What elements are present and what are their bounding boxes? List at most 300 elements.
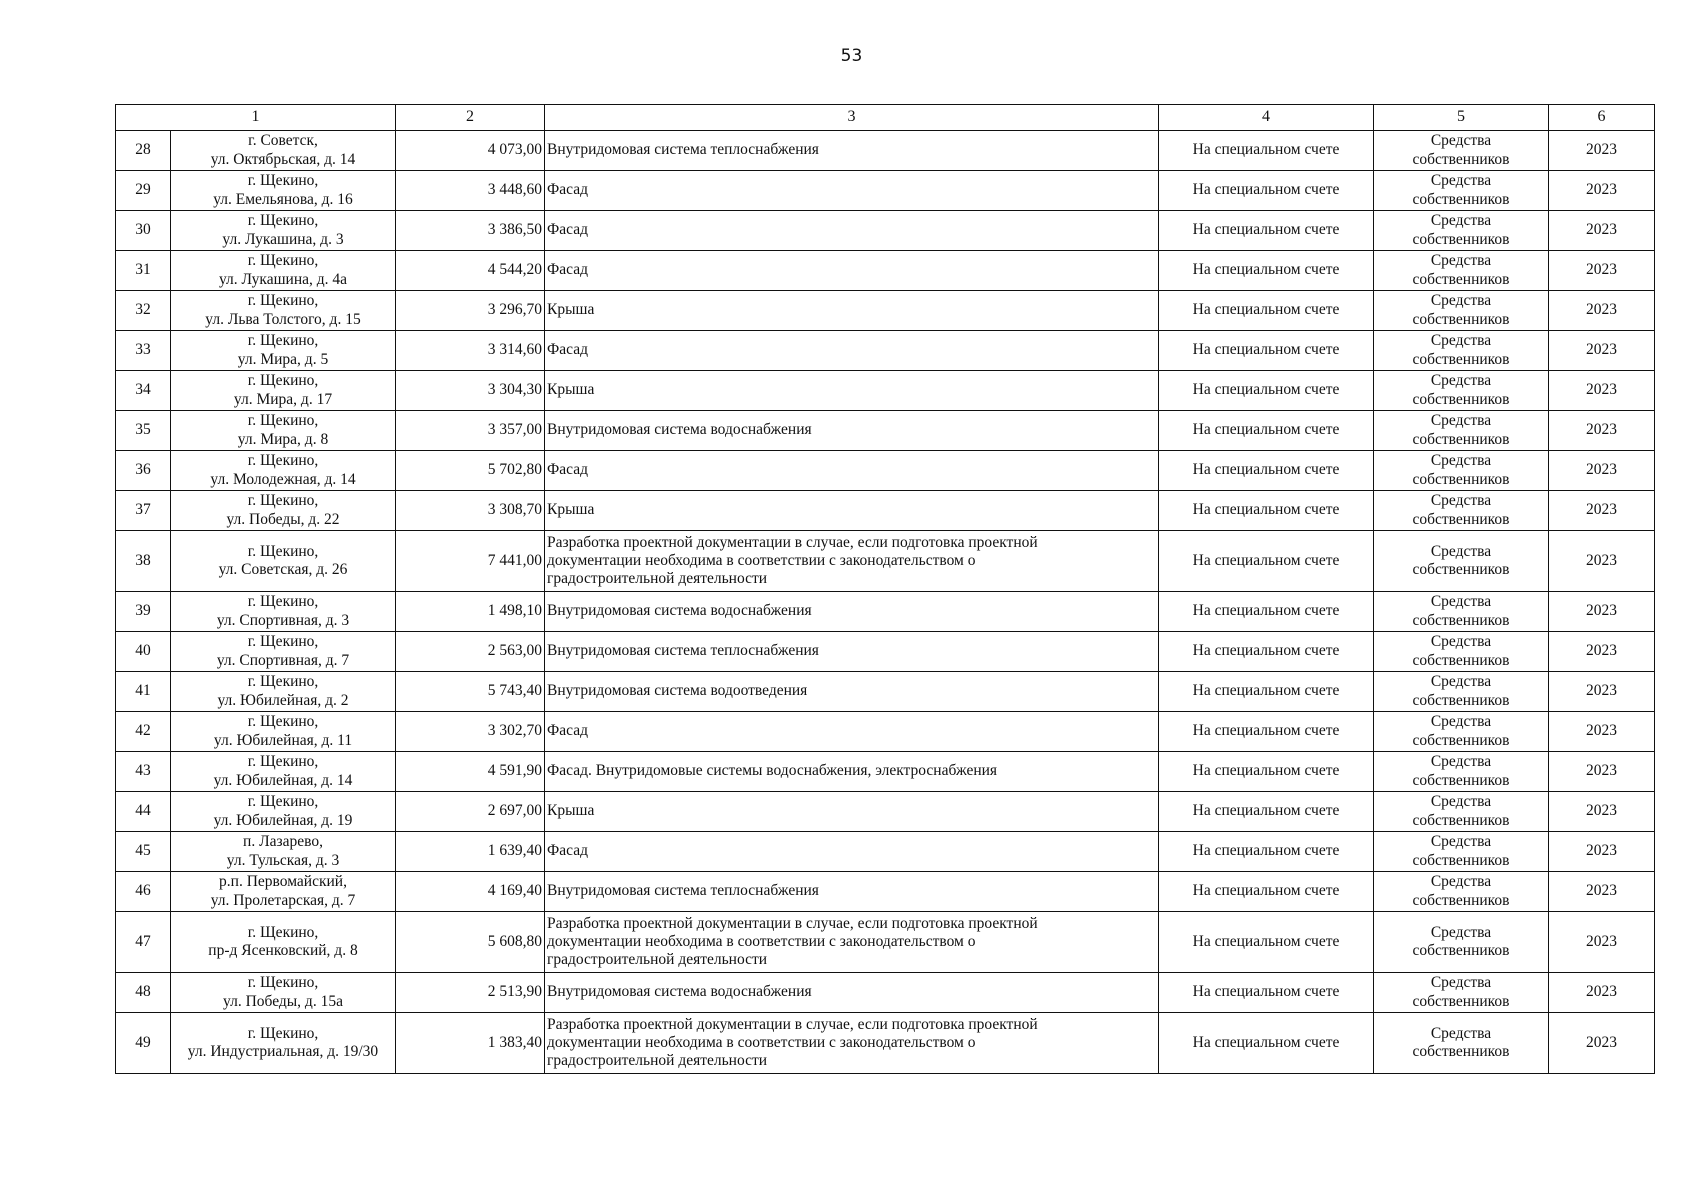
funding-source-cell (1374, 531, 1549, 592)
address-city: р.п. Первомайский, (219, 873, 347, 891)
funding-source-line: собственников (1412, 390, 1510, 408)
funding-source-line: собственников (1412, 1043, 1510, 1060)
year-cell: 2023 (1549, 171, 1655, 211)
address-street: ул. Октябрьская, д. 14 (210, 150, 356, 168)
cost-cell: 4 544,20 (396, 251, 545, 291)
address-cell (171, 131, 396, 171)
account-cell: На специальном счете (1159, 1013, 1374, 1074)
funding-source-line: Средства (1430, 593, 1492, 611)
header-col-1: 1 (116, 105, 396, 131)
address-city: г. Щекино, (247, 332, 319, 350)
funding-source-line: Средства (1430, 452, 1492, 470)
work-type-line: Фасад (547, 461, 588, 479)
address-street: пр-д Ясенковский, д. 8 (208, 942, 358, 959)
work-type-cell (545, 291, 1159, 331)
funding-source-cell (1374, 371, 1549, 411)
funding-source-cell (1374, 171, 1549, 211)
funding-source-line: собственников (1412, 851, 1510, 869)
funding-source-line: собственников (1412, 310, 1510, 328)
row-number-cell: 35 (116, 411, 171, 451)
funding-source-cell (1374, 291, 1549, 331)
address-city: г. Щекино, (247, 172, 319, 190)
address-city: г. Щекино, (247, 593, 319, 611)
work-type-cell (545, 1013, 1159, 1074)
cost-cell: 1 639,40 (396, 832, 545, 872)
table-row (116, 531, 1655, 592)
account-cell: На специальном счете (1159, 973, 1374, 1013)
address-street: ул. Пролетарская, д. 7 (210, 891, 356, 909)
address-street: ул. Лукашина, д. 3 (222, 230, 344, 248)
work-type-line: Внутридомовая система теплоснабжения (547, 642, 819, 660)
account-cell: На специальном счете (1159, 531, 1374, 592)
funding-source-cell (1374, 712, 1549, 752)
row-number-cell: 30 (116, 211, 171, 251)
funding-source-line: собственников (1412, 510, 1510, 528)
work-type-cell (545, 131, 1159, 171)
funding-source-line: Средства (1430, 542, 1492, 560)
table-row (116, 832, 1655, 872)
table-row (116, 592, 1655, 632)
page-number: 53 (840, 46, 863, 66)
row-number-cell: 32 (116, 291, 171, 331)
funding-source-cell (1374, 491, 1549, 531)
account-cell: На специальном счете (1159, 672, 1374, 712)
address-cell (171, 632, 396, 672)
work-type-line: градостроительной деятельности (547, 570, 768, 588)
funding-source-line: собственников (1412, 470, 1510, 488)
capital-repair-table (115, 104, 1655, 1074)
funding-source-cell (1374, 912, 1549, 973)
cost-cell: 5 702,80 (396, 451, 545, 491)
cost-cell: 3 308,70 (396, 491, 545, 531)
work-type-cell (545, 872, 1159, 912)
table-row (116, 912, 1655, 973)
funding-source-cell (1374, 451, 1549, 491)
header-col-5: 5 (1374, 105, 1549, 131)
address-cell (171, 712, 396, 752)
address-street: ул. Юбилейная, д. 2 (217, 691, 349, 709)
funding-source-line: собственников (1412, 942, 1510, 959)
address-cell (171, 411, 396, 451)
year-cell: 2023 (1549, 451, 1655, 491)
work-type-cell (545, 592, 1159, 632)
address-city: г. Щекино, (247, 753, 319, 771)
cost-cell: 5 743,40 (396, 672, 545, 712)
address-city: г. Щекино, (247, 212, 319, 230)
account-cell: На специальном счете (1159, 712, 1374, 752)
work-type-cell (545, 331, 1159, 371)
table-row (116, 411, 1655, 451)
funding-source-line: Средства (1430, 492, 1492, 510)
work-type-cell (545, 712, 1159, 752)
cost-cell: 2 513,90 (396, 973, 545, 1013)
cost-cell: 2 563,00 (396, 632, 545, 672)
work-type-cell (545, 752, 1159, 792)
year-cell: 2023 (1549, 491, 1655, 531)
funding-source-line: Средства (1430, 793, 1492, 811)
work-type-cell (545, 491, 1159, 531)
address-street: ул. Юбилейная, д. 19 (213, 811, 353, 829)
address-cell (171, 872, 396, 912)
account-cell: На специальном счете (1159, 872, 1374, 912)
address-city: г. Щекино, (247, 292, 319, 310)
address-cell (171, 752, 396, 792)
account-cell: На специальном счете (1159, 171, 1374, 211)
row-number-cell: 46 (116, 872, 171, 912)
row-number-cell: 36 (116, 451, 171, 491)
address-city: г. Щекино, (247, 923, 319, 941)
cost-cell: 7 441,00 (396, 531, 545, 592)
header-col-2: 2 (396, 105, 545, 131)
funding-source-cell (1374, 832, 1549, 872)
address-street: ул. Мира, д. 17 (233, 390, 333, 408)
address-street: ул. Индустриальная, д. 19/30 (187, 1043, 379, 1060)
address-cell (171, 792, 396, 832)
address-cell (171, 171, 396, 211)
funding-source-line: Средства (1430, 633, 1492, 651)
work-type-line: градостроительной деятельности (547, 951, 768, 969)
funding-source-line: Средства (1430, 974, 1492, 992)
funding-source-line: Средства (1430, 252, 1492, 270)
work-type-line: Крыша (547, 501, 595, 519)
work-type-cell (545, 211, 1159, 251)
work-type-cell (545, 973, 1159, 1013)
table-row (116, 131, 1655, 171)
address-city: г. Щекино, (247, 633, 319, 651)
address-city: г. Щекино, (247, 252, 319, 270)
funding-source-line: собственников (1412, 731, 1510, 749)
work-type-line: Внутридомовая система водоотведения (547, 682, 808, 700)
table-row (116, 211, 1655, 251)
address-city: г. Щекино, (247, 452, 319, 470)
address-cell (171, 451, 396, 491)
year-cell: 2023 (1549, 331, 1655, 371)
cost-cell: 4 169,40 (396, 872, 545, 912)
table-row (116, 251, 1655, 291)
year-cell: 2023 (1549, 672, 1655, 712)
address-city: г. Щекино, (247, 372, 319, 390)
work-type-line: Внутридомовая система водоснабжения (547, 421, 812, 439)
row-number-cell: 38 (116, 531, 171, 592)
funding-source-line: собственников (1412, 430, 1510, 448)
funding-source-line: собственников (1412, 771, 1510, 789)
address-cell (171, 672, 396, 712)
work-type-line: документации необходима в соответствии с законодательством о (547, 932, 976, 950)
work-type-line: документации необходима в соответствии с законодательством о (547, 1033, 976, 1051)
year-cell: 2023 (1549, 792, 1655, 832)
funding-source-cell (1374, 331, 1549, 371)
funding-source-line: собственников (1412, 561, 1510, 578)
account-cell: На специальном счете (1159, 331, 1374, 371)
cost-cell: 1 383,40 (396, 1013, 545, 1074)
cost-cell: 3 448,60 (396, 171, 545, 211)
address-street: ул. Спортивная, д. 3 (216, 611, 350, 629)
work-type-cell (545, 251, 1159, 291)
row-number-cell: 41 (116, 672, 171, 712)
year-cell: 2023 (1549, 912, 1655, 973)
work-type-cell (545, 792, 1159, 832)
year-cell: 2023 (1549, 291, 1655, 331)
funding-source-line: Средства (1430, 873, 1492, 891)
cost-cell: 3 357,00 (396, 411, 545, 451)
work-type-line: градостроительной деятельности (547, 1052, 768, 1070)
work-type-cell (545, 531, 1159, 592)
funding-source-line: собственников (1412, 270, 1510, 288)
row-number-cell: 49 (116, 1013, 171, 1074)
address-street: ул. Льва Толстого, д. 15 (205, 310, 361, 328)
funding-source-line: собственников (1412, 350, 1510, 368)
address-cell (171, 912, 396, 973)
address-cell (171, 371, 396, 411)
table-row (116, 291, 1655, 331)
funding-source-line: Средства (1430, 833, 1492, 851)
row-number-cell: 43 (116, 752, 171, 792)
row-number-cell: 31 (116, 251, 171, 291)
funding-source-line: Средства (1430, 713, 1492, 731)
address-street: ул. Спортивная, д. 7 (216, 651, 350, 669)
funding-source-line: собственников (1412, 611, 1510, 629)
work-type-line: документации необходима в соответствии с законодательством о (547, 551, 976, 569)
address-cell (171, 211, 396, 251)
account-cell: На специальном счете (1159, 291, 1374, 331)
address-street: ул. Мира, д. 8 (237, 430, 329, 448)
work-type-cell (545, 912, 1159, 973)
year-cell: 2023 (1549, 632, 1655, 672)
address-cell (171, 251, 396, 291)
address-street: ул. Молодежная, д. 14 (210, 470, 356, 488)
funding-source-line: собственников (1412, 651, 1510, 669)
work-type-line: Крыша (547, 802, 595, 820)
account-cell: На специальном счете (1159, 371, 1374, 411)
work-type-line: Крыша (547, 301, 595, 319)
funding-source-line: Средства (1430, 923, 1492, 941)
row-number-cell: 47 (116, 912, 171, 973)
table-row (116, 371, 1655, 411)
address-cell (171, 331, 396, 371)
work-type-line: Внутридомовая система теплоснабжения (547, 141, 819, 159)
cost-cell: 3 314,60 (396, 331, 545, 371)
header-col-3: 3 (545, 105, 1159, 131)
address-street: ул. Тульская, д. 3 (226, 851, 340, 869)
account-cell: На специальном счете (1159, 792, 1374, 832)
address-cell (171, 291, 396, 331)
funding-source-cell (1374, 211, 1549, 251)
work-type-line: Разработка проектной документации в случае, если подготовка проектной (547, 914, 1038, 932)
year-cell: 2023 (1549, 131, 1655, 171)
address-city: г. Щекино, (247, 492, 319, 510)
row-number-cell: 34 (116, 371, 171, 411)
row-number-cell: 40 (116, 632, 171, 672)
table-row (116, 672, 1655, 712)
year-cell: 2023 (1549, 973, 1655, 1013)
address-city: г. Щекино, (247, 542, 319, 560)
work-type-cell (545, 672, 1159, 712)
funding-source-line: собственников (1412, 150, 1510, 168)
row-number-cell: 29 (116, 171, 171, 211)
work-type-line: Фасад (547, 341, 588, 359)
table-row (116, 792, 1655, 832)
funding-source-cell (1374, 592, 1549, 632)
year-cell: 2023 (1549, 251, 1655, 291)
year-cell: 2023 (1549, 371, 1655, 411)
funding-source-line: собственников (1412, 230, 1510, 248)
year-cell: 2023 (1549, 211, 1655, 251)
row-number-cell: 48 (116, 973, 171, 1013)
header-col-4: 4 (1159, 105, 1374, 131)
work-type-line: Разработка проектной документации в случае, если подготовка проектной (547, 533, 1038, 551)
table-body (116, 131, 1655, 1074)
cost-cell: 2 697,00 (396, 792, 545, 832)
funding-source-line: собственников (1412, 691, 1510, 709)
work-type-cell (545, 171, 1159, 211)
table-row (116, 973, 1655, 1013)
account-cell: На специальном счете (1159, 211, 1374, 251)
funding-source-line: Средства (1430, 1024, 1492, 1042)
account-cell: На специальном счете (1159, 451, 1374, 491)
work-type-cell (545, 632, 1159, 672)
funding-source-cell (1374, 792, 1549, 832)
table-row (116, 872, 1655, 912)
funding-source-line: Средства (1430, 372, 1492, 390)
year-cell: 2023 (1549, 592, 1655, 632)
address-street: ул. Юбилейная, д. 11 (213, 731, 353, 749)
table-row (116, 331, 1655, 371)
funding-source-cell (1374, 632, 1549, 672)
year-cell: 2023 (1549, 752, 1655, 792)
account-cell: На специальном счете (1159, 131, 1374, 171)
cost-cell: 1 498,10 (396, 592, 545, 632)
address-street: ул. Лукашина, д. 4а (218, 270, 348, 288)
work-type-cell (545, 832, 1159, 872)
table-row (116, 632, 1655, 672)
funding-source-cell (1374, 251, 1549, 291)
work-type-line: Фасад (547, 261, 588, 279)
address-city: г. Щекино, (247, 974, 319, 992)
funding-source-cell (1374, 872, 1549, 912)
header-col-6: 6 (1549, 105, 1655, 131)
funding-source-cell (1374, 752, 1549, 792)
row-number-cell: 28 (116, 131, 171, 171)
address-city: г. Советск, (248, 132, 318, 150)
address-cell (171, 592, 396, 632)
work-type-line: Разработка проектной документации в случае, если подготовка проектной (547, 1015, 1038, 1033)
address-cell (171, 832, 396, 872)
cost-cell: 4 591,90 (396, 752, 545, 792)
year-cell: 2023 (1549, 1013, 1655, 1074)
row-number-cell: 42 (116, 712, 171, 752)
table-row (116, 451, 1655, 491)
work-type-line: Крыша (547, 381, 595, 399)
address-city: г. Щекино, (247, 412, 319, 430)
address-street: ул. Победы, д. 15а (223, 992, 343, 1010)
funding-source-line: собственников (1412, 891, 1510, 909)
work-type-line: Фасад. Внутридомовые системы водоснабжения, электроснабжения (547, 762, 998, 780)
address-street: ул. Емельянова, д. 16 (213, 190, 353, 208)
address-cell (171, 531, 396, 592)
funding-source-line: Средства (1430, 412, 1492, 430)
year-cell: 2023 (1549, 531, 1655, 592)
address-street: ул. Юбилейная, д. 14 (213, 771, 353, 789)
table-row (116, 712, 1655, 752)
account-cell: На специальном счете (1159, 912, 1374, 973)
table-row (116, 752, 1655, 792)
work-type-line: Внутридомовая система теплоснабжения (547, 882, 819, 900)
account-cell: На специальном счете (1159, 832, 1374, 872)
work-type-line: Фасад (547, 181, 588, 199)
cost-cell: 3 304,30 (396, 371, 545, 411)
work-type-line: Внутридомовая система водоснабжения (547, 983, 812, 1001)
work-type-cell (545, 451, 1159, 491)
row-number-cell: 33 (116, 331, 171, 371)
year-cell: 2023 (1549, 712, 1655, 752)
address-street: ул. Мира, д. 5 (237, 350, 329, 368)
funding-source-cell (1374, 973, 1549, 1013)
funding-source-line: собственников (1412, 811, 1510, 829)
address-cell (171, 973, 396, 1013)
funding-source-line: Средства (1430, 332, 1492, 350)
address-cell (171, 1013, 396, 1074)
table-row (116, 171, 1655, 211)
account-cell: На специальном счете (1159, 592, 1374, 632)
work-type-line: Фасад (547, 842, 588, 860)
account-cell: На специальном счете (1159, 491, 1374, 531)
cost-cell: 5 608,80 (396, 912, 545, 973)
row-number-cell: 45 (116, 832, 171, 872)
funding-source-cell (1374, 411, 1549, 451)
work-type-line: Внутридомовая система водоснабжения (547, 602, 812, 620)
account-cell: На специальном счете (1159, 752, 1374, 792)
funding-source-line: собственников (1412, 190, 1510, 208)
funding-source-line: Средства (1430, 673, 1492, 691)
address-street: ул. Победы, д. 22 (226, 510, 340, 528)
work-type-line: Фасад (547, 221, 588, 239)
funding-source-line: Средства (1430, 292, 1492, 310)
cost-cell: 3 302,70 (396, 712, 545, 752)
funding-source-line: Средства (1430, 132, 1492, 150)
work-type-cell (545, 411, 1159, 451)
row-number-cell: 37 (116, 491, 171, 531)
address-city: г. Щекино, (247, 1024, 319, 1042)
cost-cell: 4 073,00 (396, 131, 545, 171)
cost-cell: 3 386,50 (396, 211, 545, 251)
funding-source-cell (1374, 131, 1549, 171)
year-cell: 2023 (1549, 411, 1655, 451)
table-row (116, 1013, 1655, 1074)
account-cell: На специальном счете (1159, 411, 1374, 451)
work-type-cell (545, 371, 1159, 411)
funding-source-line: собственников (1412, 992, 1510, 1010)
year-cell: 2023 (1549, 872, 1655, 912)
funding-source-cell (1374, 1013, 1549, 1074)
row-number-cell: 39 (116, 592, 171, 632)
account-cell: На специальном счете (1159, 632, 1374, 672)
account-cell: На специальном счете (1159, 251, 1374, 291)
cost-cell: 3 296,70 (396, 291, 545, 331)
funding-source-line: Средства (1430, 172, 1492, 190)
address-cell (171, 491, 396, 531)
row-number-cell: 44 (116, 792, 171, 832)
address-city: п. Лазарево, (243, 833, 323, 851)
year-cell: 2023 (1549, 832, 1655, 872)
address-city: г. Щекино, (247, 793, 319, 811)
table-header-row (116, 105, 1655, 131)
address-city: г. Щекино, (247, 673, 319, 691)
work-type-line: Фасад (547, 722, 588, 740)
funding-source-cell (1374, 672, 1549, 712)
funding-source-line: Средства (1430, 212, 1492, 230)
address-city: г. Щекино, (247, 713, 319, 731)
address-street: ул. Советская, д. 26 (218, 561, 348, 578)
